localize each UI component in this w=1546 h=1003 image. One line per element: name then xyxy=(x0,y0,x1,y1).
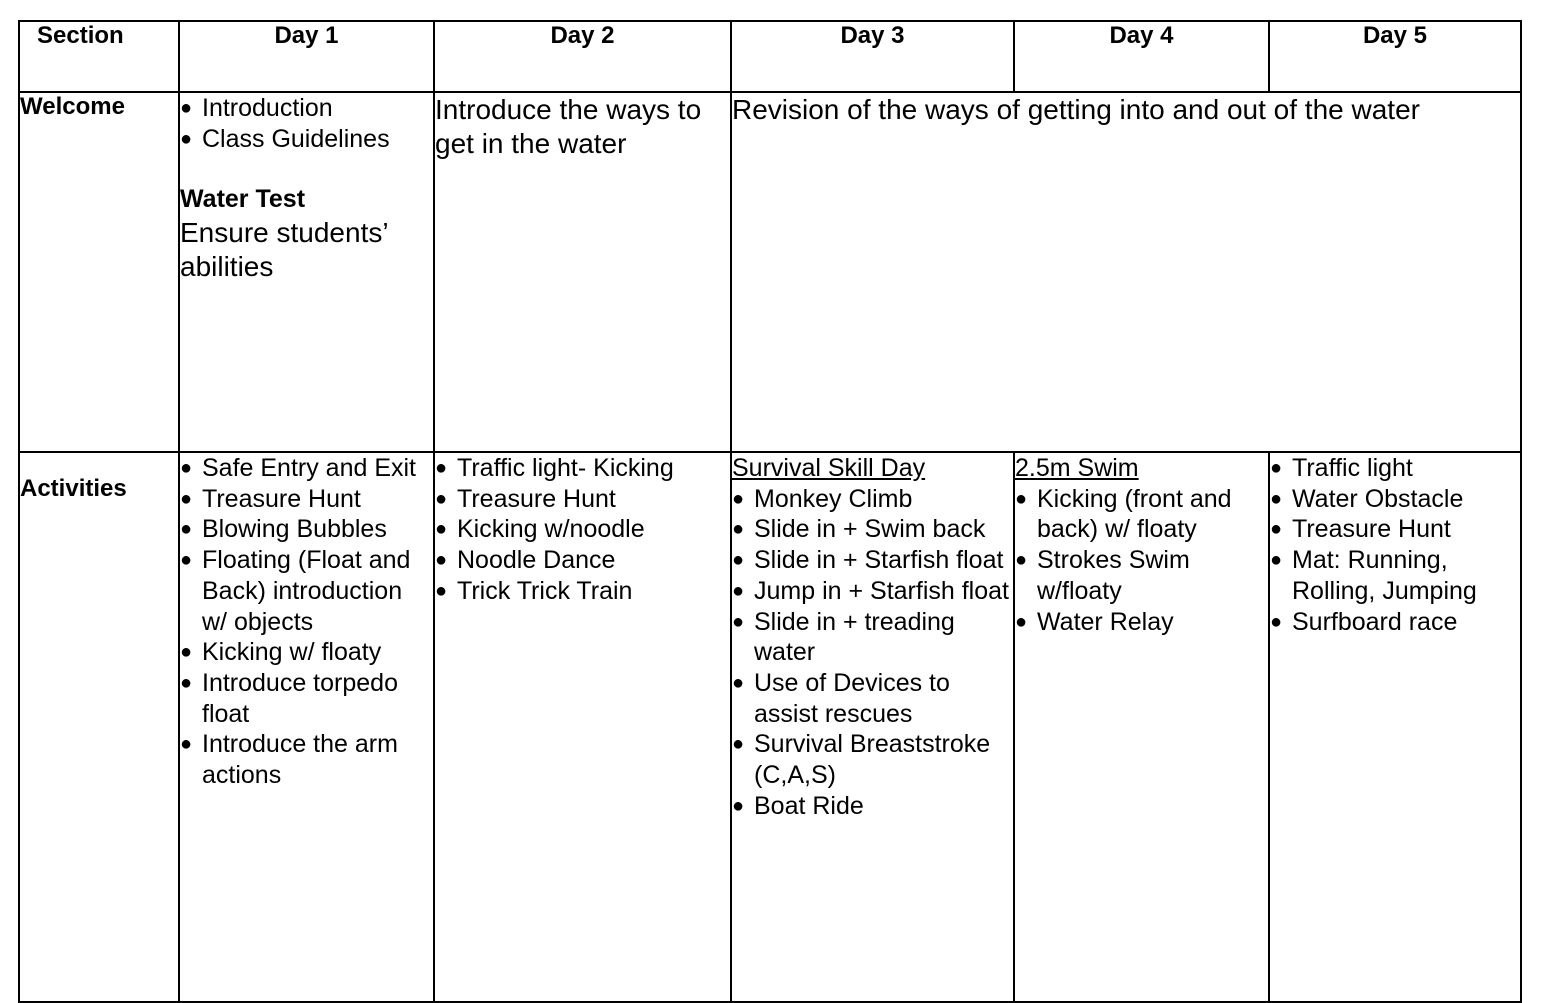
activities-day-2-cell xyxy=(434,452,731,1002)
header-day-5: Day 5 xyxy=(1269,21,1521,92)
header-day-4: Day 4 xyxy=(1014,21,1269,92)
list-item: ● Introduction xyxy=(180,93,433,124)
activities-day-4-list xyxy=(1015,484,1268,638)
list-item: ● Boat Ride xyxy=(732,791,1013,822)
welcome-day-1-list xyxy=(180,93,433,154)
list-item: ● Kicking w/noodle xyxy=(435,514,730,545)
list-item: ● Slide in + treading water xyxy=(732,607,1013,668)
activities-day-5-cell xyxy=(1269,452,1521,1002)
list-item: ● Use of Devices to assist rescues xyxy=(732,668,1013,729)
list-item: ● Mat: Running, Rolling, Jumping xyxy=(1270,545,1520,606)
list-item: ● Trick Trick Train xyxy=(435,576,730,607)
list-item: ● Water Relay xyxy=(1015,607,1268,638)
header-day-1: Day 1 xyxy=(179,21,434,92)
list-item: ● Safe Entry and Exit xyxy=(180,453,433,484)
list-item: ● Treasure Hunt xyxy=(1270,514,1520,545)
activities-day-4-cell xyxy=(1014,452,1269,1002)
welcome-day-3-5-text: Revision of the ways of getting into and out of the water xyxy=(732,94,1420,125)
water-test-heading: Water Test xyxy=(180,185,306,214)
activities-day-2-list xyxy=(435,453,730,607)
list-item: ● Strokes Swim w/floaty xyxy=(1015,545,1268,606)
welcome-day-2-text: Introduce the ways to get in the water xyxy=(435,94,702,159)
list-item: ● Introduce torpedo float xyxy=(180,668,433,729)
list-item: ● Floating (Float and Back) introduction w/ objects xyxy=(180,545,433,637)
lesson-plan-table xyxy=(18,20,1522,1003)
list-item: ● Monkey Climb xyxy=(732,484,1013,515)
welcome-row xyxy=(19,92,1521,452)
welcome-day-3-5-cell xyxy=(731,92,1521,452)
water-test-text: Ensure students’ abilities xyxy=(180,217,388,283)
list-item: ● Noodle Dance xyxy=(435,545,730,576)
header-row xyxy=(19,21,1521,92)
list-item: ● Blowing Bubbles xyxy=(180,514,433,545)
welcome-day-2-cell xyxy=(434,92,731,452)
list-item: ● Kicking w/ floaty xyxy=(180,637,433,668)
list-item: ● Surfboard race xyxy=(1270,607,1520,638)
activities-row xyxy=(19,452,1521,1002)
list-item: ● Water Obstacle xyxy=(1270,484,1520,515)
header-day-3: Day 3 xyxy=(731,21,1014,92)
survival-skill-heading: Survival Skill Day xyxy=(732,454,926,482)
welcome-label: Welcome xyxy=(19,92,179,452)
swim-distance-heading: 2.5m Swim xyxy=(1015,454,1139,482)
list-item: ● Class Guidelines xyxy=(180,124,433,155)
welcome-day-1-cell xyxy=(179,92,434,452)
activities-day-5-list xyxy=(1270,453,1520,637)
list-item: ● Introduce the arm actions xyxy=(180,729,433,790)
activities-day-3-cell xyxy=(731,452,1014,1002)
list-item: ● Survival Breaststroke (C,A,S) xyxy=(732,729,1013,790)
list-item: ● Treasure Hunt xyxy=(435,484,730,515)
activities-label: Activities xyxy=(19,452,179,1002)
list-item: ● Slide in + Swim back xyxy=(732,514,1013,545)
list-item: ● Jump in + Starfish float xyxy=(732,576,1013,607)
list-item: ● Traffic light xyxy=(1270,453,1520,484)
list-item: ● Kicking (front and back) w/ floaty xyxy=(1015,484,1268,545)
header-section: Section xyxy=(19,21,179,92)
activities-day-1-list xyxy=(180,453,433,791)
activities-day-1-cell xyxy=(179,452,434,1002)
list-item: ● Traffic light- Kicking xyxy=(435,453,730,484)
activities-day-3-list xyxy=(732,484,1013,822)
list-item: ● Treasure Hunt xyxy=(180,484,433,515)
list-item: ● Slide in + Starfish float xyxy=(732,545,1013,576)
header-day-2: Day 2 xyxy=(434,21,731,92)
